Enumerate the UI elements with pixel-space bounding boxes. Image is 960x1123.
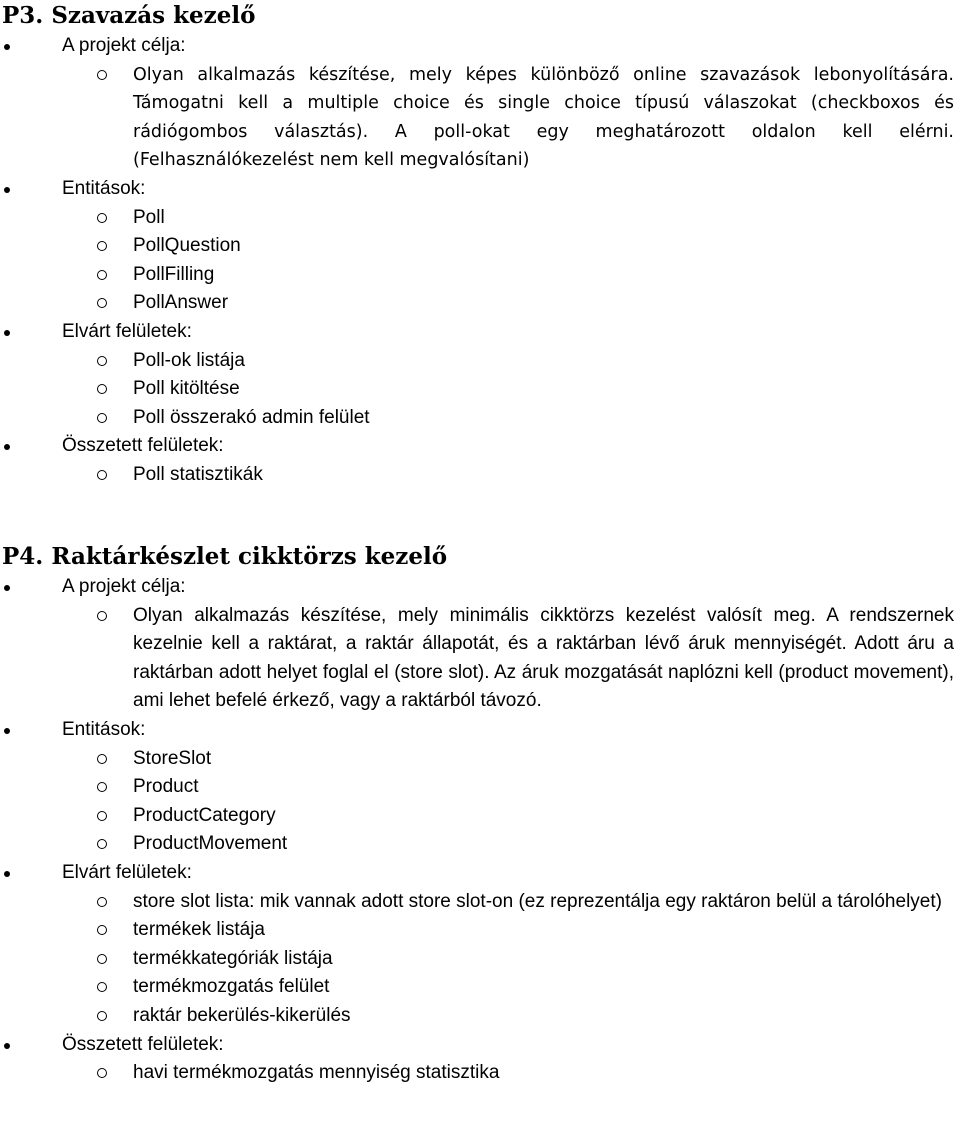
p4-goal-label: A projekt célja:	[62, 576, 186, 597]
circle-bullet-icon	[97, 213, 107, 223]
list-item	[0, 461, 960, 490]
circle-bullet-icon	[97, 270, 107, 280]
p4-entity: StoreSlot	[133, 747, 212, 769]
bullet-icon	[4, 871, 10, 877]
p4-entities-item	[0, 716, 960, 745]
circle-bullet-icon	[97, 782, 107, 792]
p3-entity: PollAnswer	[133, 292, 229, 314]
bullet-icon	[4, 330, 10, 336]
circle-bullet-icon	[97, 954, 107, 964]
circle-bullet-icon	[97, 470, 107, 480]
list-item	[0, 1002, 960, 1031]
bullet-icon	[4, 728, 10, 734]
p3-composite-label: Összetett felületek:	[62, 435, 224, 457]
p4-view: raktár bekerülés-kikerülés	[133, 1004, 351, 1026]
p3-goal-text: Olyan alkalmazás készítése, mely képes különböző online szavazások lebonyolítására. Támogatni kell a multiple choice és single choice típusú válaszokat (checkboxos és rádiógombos választás). A poll-okat egy meghatározott oldalon kell elérni. (Felhasználókezelést nem kell megvalósítani)	[133, 64, 954, 171]
circle-bullet-icon	[97, 611, 107, 621]
circle-bullet-icon	[97, 754, 107, 764]
p3-composite-view: Poll statisztikák	[133, 463, 263, 485]
bullet-icon	[4, 44, 10, 50]
p3-view: Poll összerakó admin felület	[133, 406, 370, 428]
p4-view: termékkategóriák listája	[133, 947, 333, 969]
p3-entity: PollFilling	[133, 263, 215, 285]
list-item	[0, 1059, 960, 1088]
bullet-icon	[4, 585, 10, 591]
circle-bullet-icon	[97, 298, 107, 308]
p3-title: P3. Szavazás kezelő	[2, 2, 256, 29]
circle-bullet-icon	[97, 811, 107, 821]
circle-bullet-icon	[97, 384, 107, 394]
circle-bullet-icon	[97, 1068, 107, 1078]
p4-composite-label: Összetett felületek:	[62, 1033, 224, 1055]
p4-view: store slot lista: mik vannak adott store slot-on (ez reprezentálja egy raktáron belül a tárolóhelyet)	[133, 890, 942, 912]
list-item	[0, 973, 960, 1002]
circle-bullet-icon	[97, 241, 107, 251]
list-item	[0, 830, 960, 859]
circle-bullet-icon	[97, 413, 107, 423]
p4-composite-view: havi termékmozgatás mennyiség statisztika	[133, 1062, 500, 1084]
bullet-icon	[4, 444, 10, 450]
p3-entity: Poll	[133, 206, 165, 228]
list-item	[0, 204, 960, 233]
p4-title: P4. Raktárkészlet cikktörzs kezelő	[2, 543, 448, 570]
list-item	[0, 916, 960, 945]
circle-bullet-icon	[97, 925, 107, 935]
p3-entity: PollQuestion	[133, 235, 241, 257]
p3-composite-item	[0, 432, 960, 461]
circle-bullet-icon	[97, 356, 107, 366]
p3-entities-item	[0, 175, 960, 204]
p4-composite-item	[0, 1031, 960, 1060]
circle-bullet-icon	[97, 1011, 107, 1021]
p4-goal-item	[0, 573, 960, 602]
list-item	[0, 404, 960, 433]
p3-view: Poll-ok listája	[133, 349, 245, 371]
project-p3-section	[0, 0, 960, 490]
p4-views-item	[0, 859, 960, 888]
circle-bullet-icon	[97, 839, 107, 849]
bullet-icon	[4, 1043, 10, 1049]
p3-goal-label: A projekt célja:	[62, 35, 186, 56]
list-item	[0, 888, 960, 917]
p3-view: Poll kitöltése	[133, 378, 240, 400]
p3-goal-description	[0, 61, 960, 175]
list-item	[0, 261, 960, 290]
list-item	[0, 375, 960, 404]
p3-entities-label: Entitások:	[62, 177, 146, 199]
circle-bullet-icon	[97, 982, 107, 992]
list-item	[0, 347, 960, 376]
project-p4-section	[0, 541, 960, 1088]
p4-entity: ProductCategory	[133, 804, 276, 826]
p3-views-item	[0, 318, 960, 347]
p3-views-label: Elvárt felületek:	[62, 320, 192, 342]
p4-entity: ProductMovement	[133, 833, 288, 855]
circle-bullet-icon	[97, 70, 107, 80]
p4-views-label: Elvárt felületek:	[62, 861, 192, 883]
p4-entities-label: Entitások:	[62, 718, 146, 740]
p4-entity: Product	[133, 776, 199, 798]
list-item	[0, 232, 960, 261]
p4-goal-description	[0, 602, 960, 716]
list-item	[0, 289, 960, 318]
list-item	[0, 745, 960, 774]
list-item	[0, 773, 960, 802]
p4-view: termékek listája	[133, 919, 265, 941]
bullet-icon	[4, 187, 10, 193]
list-item	[0, 802, 960, 831]
circle-bullet-icon	[97, 897, 107, 907]
p4-goal-text: Olyan alkalmazás készítése, mely minimális cikktörzs kezelést valósít meg. A rendszernek kezelnie kell a raktárat, a raktár állapotát, és a raktárban lévő áruk mennyiségét. Adott áru a raktárban adott helyet foglal el (store slot). Az áruk mozgatását naplózni kell (product movement), ami lehet befelé érkező, vagy a raktárból távozó.	[133, 604, 954, 712]
list-item	[0, 945, 960, 974]
p4-view: termékmozgatás felület	[133, 976, 330, 998]
p3-goal-item	[0, 32, 960, 61]
